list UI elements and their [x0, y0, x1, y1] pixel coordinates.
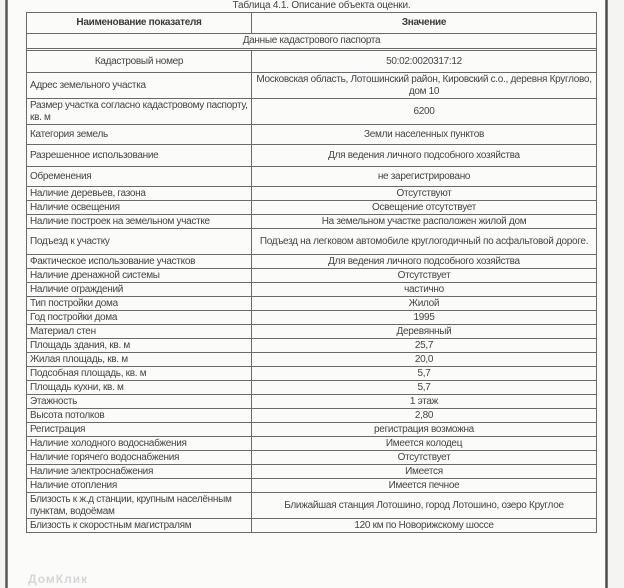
- section-title: Данные кадастрового паспорта: [27, 34, 597, 49]
- row-value: регистрация возможна: [252, 423, 597, 437]
- header-indicator-name: Наименование показателя: [27, 13, 252, 34]
- row-value: 5,7: [252, 367, 597, 381]
- row-value: На земельном участке расположен жилой дом: [252, 215, 597, 229]
- row-value: Отсутствует: [252, 269, 597, 283]
- table-row: [27, 367, 597, 381]
- row-value: 50:02:0020317:12: [252, 51, 597, 73]
- row-value: Имеется печное: [252, 479, 597, 493]
- table-row: [27, 73, 597, 99]
- row-label: Наличие горячего водоснабжения: [27, 451, 252, 465]
- row-value: Ближайшая станция Лотошино, город Лотошино, озеро Круглое: [252, 493, 597, 519]
- row-label: Этажность: [27, 395, 252, 409]
- row-label: Близость к ж.д станции, крупным населённым пунктам, водоёмам: [27, 493, 252, 519]
- row-label: Обременения: [27, 167, 252, 187]
- table-row: [27, 297, 597, 311]
- row-label: Наличие дренажной системы: [27, 269, 252, 283]
- row-label: Наличие ограждений: [27, 283, 252, 297]
- table-row: [27, 423, 597, 437]
- row-value: 25,7: [252, 339, 597, 353]
- row-label: Площадь здания, кв. м: [27, 339, 252, 353]
- row-label: Год постройки дома: [27, 311, 252, 325]
- table-row: [27, 99, 597, 125]
- table-row: [27, 125, 597, 145]
- row-label: Тип постройки дома: [27, 297, 252, 311]
- table-row: [27, 493, 597, 519]
- row-value: Земли населенных пунктов: [252, 125, 597, 145]
- section-row: [27, 34, 597, 49]
- row-label: Наличие электроснабжения: [27, 465, 252, 479]
- table-header-row: [27, 13, 597, 34]
- table-row: [27, 167, 597, 187]
- row-value: Жилой: [252, 297, 597, 311]
- row-value: Освещение отсутствует: [252, 201, 597, 215]
- table-caption: Таблица 4.1. Описание объекта оценки.: [232, 0, 411, 11]
- row-label: Высота потолков: [27, 409, 252, 423]
- row-value: 2,80: [252, 409, 597, 423]
- row-value: частично: [252, 283, 597, 297]
- table-row: [27, 339, 597, 353]
- row-label: Фактическое использование участков: [27, 255, 252, 269]
- table-row: [27, 325, 597, 339]
- row-value: 20,0: [252, 353, 597, 367]
- row-value: 1 этаж: [252, 395, 597, 409]
- row-label: Разрешенное использование: [27, 145, 252, 167]
- scan-frame-right: [605, 0, 608, 588]
- table-row: [27, 465, 597, 479]
- table-row: [27, 201, 597, 215]
- row-label: Наличие построек на земельном участке: [27, 215, 252, 229]
- table-row: [27, 283, 597, 297]
- row-label: Адрес земельного участка: [27, 73, 252, 99]
- row-value: Имеется колодец: [252, 437, 597, 451]
- row-label: Подъезд к участку: [27, 229, 252, 255]
- table-row: [27, 229, 597, 255]
- row-value: Подъезд на легковом автомобиле круглогодичный по асфальтовой дороге.: [252, 229, 597, 255]
- row-value: 1995: [252, 311, 597, 325]
- row-value: Московская область, Лотошинский район, Кировский с.о., деревня Круглово, дом 10: [252, 73, 597, 99]
- row-value: 120 км по Новорижскому шоссе: [252, 519, 597, 533]
- row-value: Для ведения личного подсобного хозяйства: [252, 145, 597, 167]
- row-label: Кадастровый номер: [27, 51, 252, 73]
- row-label: Подсобная площадь, кв. м: [27, 367, 252, 381]
- row-value: Для ведения личного подсобного хозяйства: [252, 255, 597, 269]
- row-value: Отсутствуют: [252, 187, 597, 201]
- row-label: Наличие деревьев, газона: [27, 187, 252, 201]
- table-row: [27, 187, 597, 201]
- table-row: [27, 409, 597, 423]
- row-value: 5,7: [252, 381, 597, 395]
- row-label: Размер участка согласно кадастровому паспорту, кв. м: [27, 99, 252, 125]
- table-row: [27, 269, 597, 283]
- row-label: Близость к скоростным магистралям: [27, 519, 252, 533]
- row-label: Площадь кухни, кв. м: [27, 381, 252, 395]
- table-row: [27, 255, 597, 269]
- property-description-table: [26, 12, 597, 533]
- table-row: [27, 479, 597, 493]
- row-label: Наличие освещения: [27, 201, 252, 215]
- row-label: Материал стен: [27, 325, 252, 339]
- row-label: Наличие холодного водоснабжения: [27, 437, 252, 451]
- table-row: [27, 145, 597, 167]
- row-label: Жилая площадь, кв. м: [27, 353, 252, 367]
- table-row: [27, 437, 597, 451]
- header-value: Значение: [252, 13, 597, 34]
- table-row: [27, 395, 597, 409]
- table-row: [27, 311, 597, 325]
- row-value: Имеется: [252, 465, 597, 479]
- row-value: не зарегистрировано: [252, 167, 597, 187]
- table-row: [27, 51, 597, 73]
- document-page: [8, 0, 605, 588]
- row-label: Категория земель: [27, 125, 252, 145]
- row-value: 6200: [252, 99, 597, 125]
- table-row: [27, 381, 597, 395]
- row-label: Регистрация: [27, 423, 252, 437]
- table-row: [27, 353, 597, 367]
- table-row: [27, 215, 597, 229]
- table-row: [27, 519, 597, 533]
- table-row: [27, 451, 597, 465]
- row-value: Деревянный: [252, 325, 597, 339]
- row-label: Наличие отопления: [27, 479, 252, 493]
- watermark: ДомКлик: [28, 572, 89, 586]
- row-value: Отсутствует: [252, 451, 597, 465]
